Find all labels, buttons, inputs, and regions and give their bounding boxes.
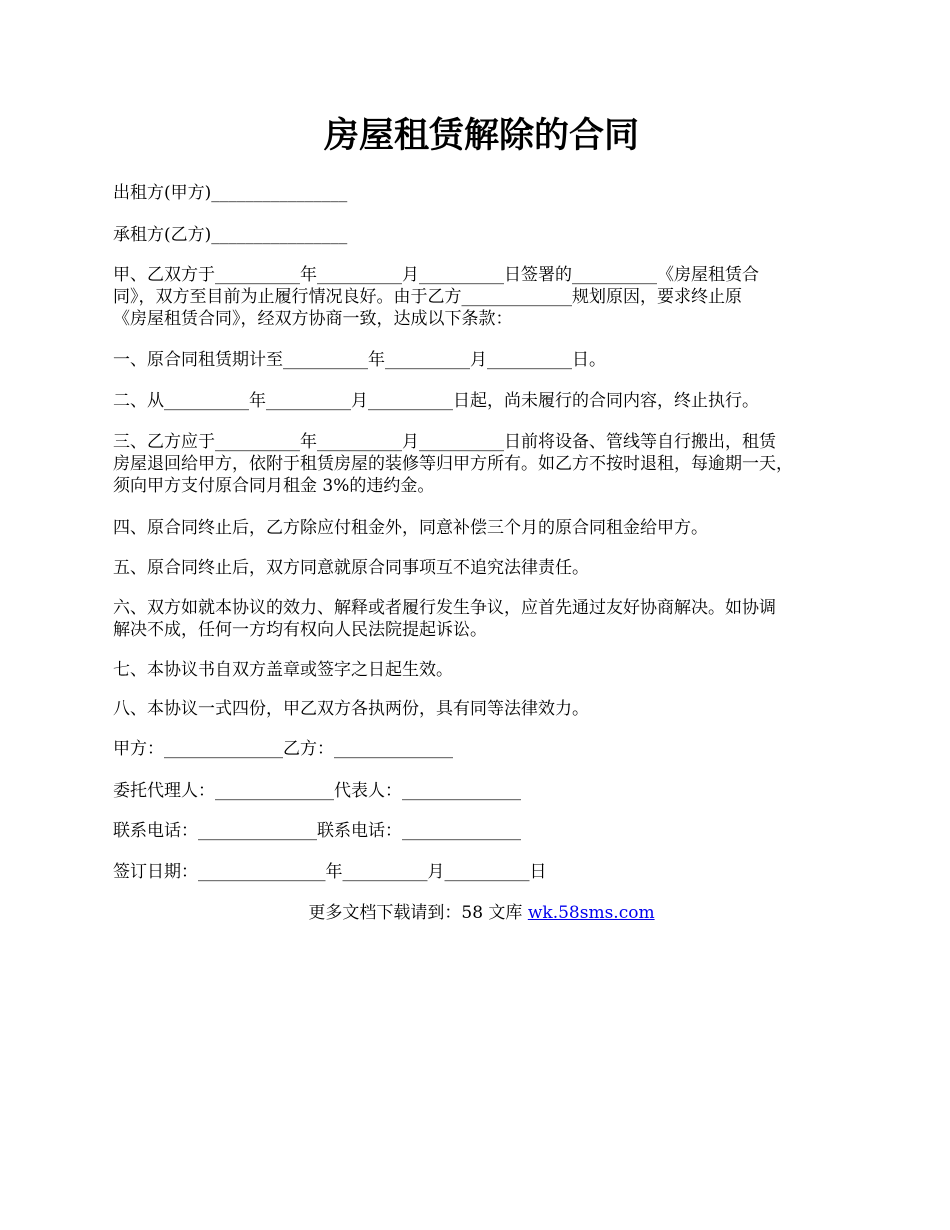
clause-6-line-2: 解决不成，任何一方均有权向人民法院提起诉讼。 <box>113 620 487 640</box>
footer <box>113 902 850 924</box>
signature-parties: 甲方：______________乙方：______________ <box>113 739 453 759</box>
document-title: 房屋租赁解除的合同 <box>323 115 639 156</box>
clause-5: 五、原合同终止后，双方同意就原合同事项互不追究法律责任。 <box>113 558 589 578</box>
clause-4: 四、原合同终止后，乙方除应付租金外，同意补偿三个月的原合同租金给甲方。 <box>113 518 708 538</box>
clause-1: 一、原合同租赁期计至__________年__________月__________日。 <box>113 350 606 370</box>
footer-text: 更多文档下载请到：58 文库 <box>308 903 528 923</box>
intro-line-2: 同》，双方至目前为止履行情况良好。由于乙方_____________规划原因，要求终止原 <box>113 287 742 307</box>
clause-3-line-3: 须向甲方支付原合同月租金 3%的违约金。 <box>113 476 435 496</box>
signature-phones: 联系电话：______________联系电话：______________ <box>113 821 521 841</box>
clause-3-line-1: 三、乙方应于__________年__________月__________日前将设备、管线等自行搬出，租赁 <box>113 432 776 452</box>
lessor-line: 出租方(甲方)________________ <box>113 183 348 203</box>
intro-paragraph <box>113 264 850 330</box>
footer-link[interactable]: wk.58sms.com <box>527 903 655 923</box>
intro-line-1: 甲、乙双方于__________年__________月__________日签署的__________《房屋租赁合 <box>113 265 759 285</box>
clause-6 <box>113 597 850 641</box>
signature-agents: 委托代理人：______________代表人：______________ <box>113 781 521 801</box>
clause-3-line-2: 房屋退回给甲方，依附于租赁房屋的装修等归甲方所有。如乙方不按时退租，每逾期一天， <box>113 454 793 474</box>
signature-date: 签订日期：_______________年__________月__________日 <box>113 862 547 882</box>
clause-7: 七、本协议书自双方盖章或签字之日起生效。 <box>113 660 453 680</box>
clause-3 <box>113 431 850 497</box>
clause-8: 八、本协议一式四份，甲乙双方各执两份，具有同等法律效力。 <box>113 699 589 719</box>
clause-2: 二、从__________年__________月__________日起，尚未履行的合同内容，终止执行。 <box>113 391 759 411</box>
clause-6-line-1: 六、双方如就本协议的效力、解释或者履行发生争议，应首先通过友好协商解决。如协调 <box>113 598 776 618</box>
lessee-line: 承租方(乙方)________________ <box>113 225 348 245</box>
intro-line-3: 《房屋租赁合同》，经双方协商一致，达成以下条款： <box>113 309 513 329</box>
